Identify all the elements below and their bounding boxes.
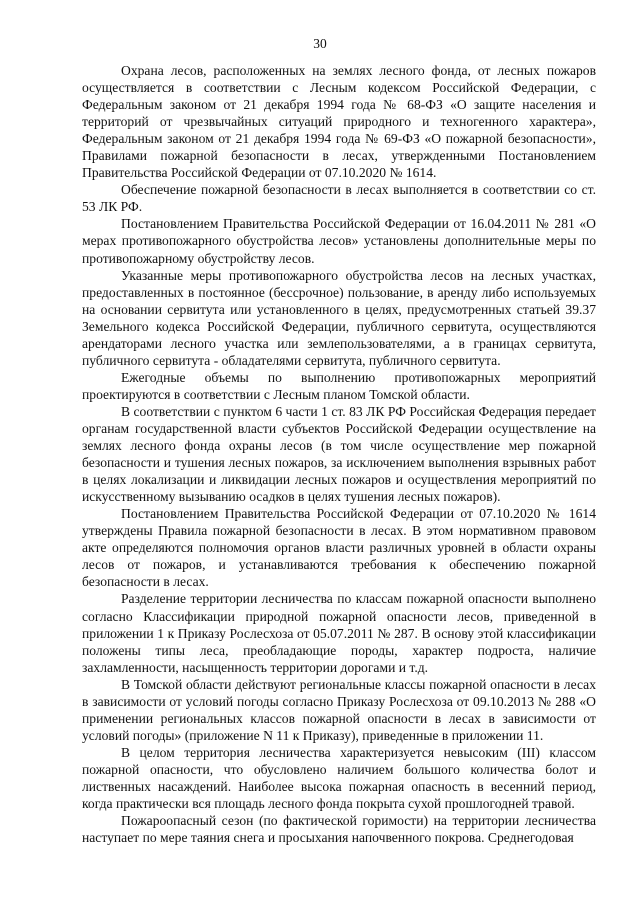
paragraph-annual-volumes: Ежегодные объемы по выполнению противопожарных мероприятий проектируются в соответствии с Лесным планом Томской области.: [82, 369, 596, 402]
paragraph-fire-danger-classes: Разделение территории лесничества по классам пожарной опасности выполнено согласно Классификации природной пожарной опасности лесов, приведенной в приложении 1 к Приказу Рослесхоза от 05.07.2011 № 287. В основу этой классификации положены типы леса, преобладающие породы, характер подроста, наличие захламленности, насыщенность территории дорогами и т.д.: [82, 591, 596, 675]
document-body: [82, 62, 596, 846]
paragraph-fire-measures-tenants: Указанные меры противопожарного обустройства лесов на лесных участках, предоставленных в постоянное (бессрочное) пользование, в аренду либо используемых на основании сервитута или установленного в целях, предусмотренных статьей 39.37 Земельного кодекса Российской Федерации, публичного сервитута, осуществляются арендаторами лесного участка или землепользователями, а в границах сервитута, публичного сервитута - обладателями сервитута, публичного сервитута.: [82, 267, 596, 368]
page-number: 30: [313, 36, 327, 51]
paragraph-forest-protection-laws: Охрана лесов, расположенных на землях лесного фонда, от лесных пожаров осуществляется в соответствии с Лесным кодексом Российской Федерации, с Федеральным законом от 21 декабря 1994 года № 68-ФЗ «О защите населения и территорий от чрезвычайных ситуаций природного и техногенного характера», Федеральным законом от 21 декабря 1994 года № 69-ФЗ «О пожарной безопасности», Правилами пожарной безопасности в лесах, утвержденными Постановлением Правительства Российской Федерации от 07.10.2020 № 1614.: [82, 63, 596, 181]
paragraph-fire-season: Пожароопасный сезон (по фактической горимости) на территории лесничества наступает по мере таяния снега и просыхания напочвенного покрова. Среднегодовая: [82, 813, 596, 846]
paragraph-regional-classes: В Томской области действуют региональные классы пожарной опасности в лесах в зависимости от условий погоды согласно Приказу Рослесхоза от 09.10.2013 № 288 «О применении региональных классов пожарной опасности в лесах в зависимости от условий погоды» (приложение N 11 к Приказу), приведенные в приложении 11.: [82, 676, 596, 743]
paragraph-resolution-1614: Постановлением Правительства Российской Федерации от 07.10.2020 № 1614 утверждены Правила пожарной безопасности в лесах. В этом нормативном правовом акте определяются полномочия органов власти различных уровней в области охраны лесов от пожаров, и устанавливаются требования к обеспечению пожарной безопасности в лесах.: [82, 506, 596, 590]
paragraph-article-83: В соответствии с пунктом 6 части 1 ст. 83 ЛК РФ Российская Федерация передает органам государственной власти субъектов Российской Федерации осуществление на землях лесного фонда охраны лесов (в том числе осуществление мер пожарной безопасности и тушения лесных пожаров, за исключением выполнения взрывных работ в целях локализации и ликвидации лесных пожаров и осуществления мероприятий по искусственному вызыванию осадков в целях тушения лесных пожаров).: [82, 403, 596, 505]
paragraph-overall-danger: В целом территория лесничества характеризуется невысоким (III) классом пожарной опасности, что обусловлено наличием большого количества болот и лиственных насаждений. Наиболее высока пожарная опасность в весенний период, когда практически вся площадь лесного фонда покрыта сухой прошлогодней травой.: [82, 744, 596, 812]
paragraph-fire-safety-article: Обеспечение пожарной безопасности в лесах выполняется в соответствии со ст. 53 ЛК РФ.: [82, 182, 596, 215]
paragraph-resolution-281: Постановлением Правительства Российской Федерации от 16.04.2011 № 281 «О мерах противопожарного обустройства лесов» установлены дополнительные меры по противопожарному обустройству лесов.: [82, 216, 596, 266]
